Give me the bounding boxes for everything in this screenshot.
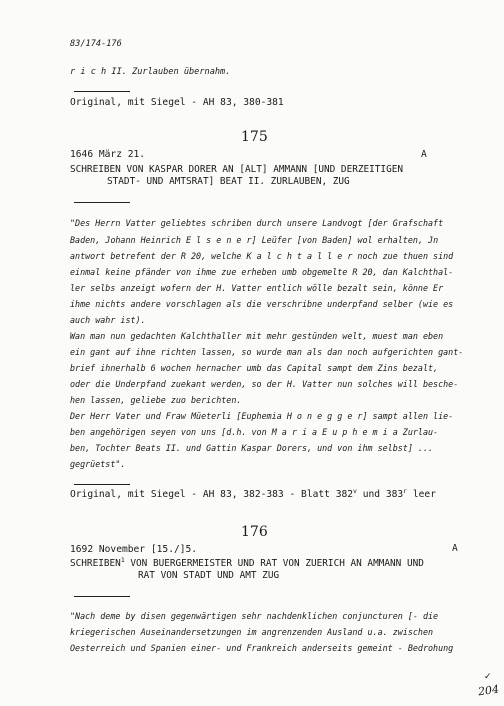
text-line: "Nach deme by disen gegenwärtigen sehr nachdenklichen conjuncturen [- die (70, 611, 439, 621)
text-line: ben angehörigen seyen von uns [d.h. von M a r i a E u p h e m i a Zurlau- (70, 427, 439, 437)
spaced-name: H o n e g g e r (286, 411, 363, 421)
divider (74, 596, 130, 597)
text-line: Oesterreich und Spanien einer- und Frankreich anderseits gemeint - Bedrohung (70, 643, 454, 653)
spaced-name: E l s e n e r (185, 235, 252, 245)
text-line: "Des Herrn Vatter geliebtes schriben durch unsere Landvogt [der Grafschaft (70, 218, 444, 228)
document-date: 1692 November [15./]5. (70, 544, 198, 555)
text-line: ler selbs anzeigt wofern der H. Vatter entlich wölle bezalt sein, könne Er (70, 283, 444, 293)
divider (74, 91, 130, 92)
text-line: brief ihnerhalb 6 wochen hernacher umb das Capital sampt dem Zins bezalt, (70, 363, 439, 373)
text-line: oder die Underpfand zuekant werden, so der H. Vatter nun solches will besche- (70, 379, 459, 389)
text-line: antwort betrefent der R 20, welche K a l c h t a l l e r noch zue thuen sind (70, 251, 454, 261)
document-title-line-1: SCHREIBEN$^1$ VON BUERGERMEISTER UND RAT VON ZUERICH AN AMMANN UND (70, 555, 424, 569)
document-number: 176 (241, 524, 268, 540)
tick-mark: ✓ (484, 672, 492, 682)
footnote-marker: 1 (120, 555, 125, 564)
spaced-name: M a r i a E u p h e m i a (271, 427, 398, 437)
document-title-line-2: RAT VON STADT UND AMT ZUG (138, 570, 280, 581)
divider (74, 202, 130, 203)
text-line: ihme nichts andere vorschlagen als die verschribne underpfand selber (wie es (70, 299, 454, 309)
preface-line: r i c h II. Zurlauben übernahm. (70, 67, 231, 77)
text-line: einmal keine pfänder von ihme zue erheben umb obgemelte R 20, dan Kalchthal- (70, 267, 454, 277)
document-letter: A (421, 149, 427, 160)
handwritten-page-mark: 204 (477, 682, 500, 699)
text-line: Der Herr Vater und Fraw Müeterli [Euphemia H o n e g g e r] sampt allen lie- (70, 411, 454, 421)
text-line: kriegerischen Auseinandersetzungen im angrenzenden Ausland u.a. zwischen (70, 627, 434, 637)
text-line: auch wahr ist). (70, 315, 146, 325)
source-note: Original, mit Siegel - AH 83, 380-381 (70, 97, 284, 108)
archive-reference: 83/174-176 (70, 39, 122, 49)
source-note: Original, mit Siegel - AH 83, 382-383 - Blatt 382$^v$ und 383$^r$ leer (70, 486, 436, 500)
text-line: ein gant auf ihne richten lassen, so wurde man als dan noch aufgerichten gant- (70, 347, 464, 357)
text-line: Wan man nun gedachten Kalchthaller mit mehr gestünden welt, muest man eben (70, 331, 444, 341)
document-title-line-2: STADT- UND AMTSRAT] BEAT II. ZURLAUBEN, ZUG (107, 176, 350, 187)
document-number: 175 (241, 129, 268, 145)
document-letter: A (452, 543, 458, 554)
document-date: 1646 März 21. (70, 149, 146, 160)
text-line: ben, Tochter Beats II. und Gattin Kaspar Dorers, und von ihm selbst] ... (70, 443, 434, 453)
text-line: hen lassen, geliebe zuo berichten. (70, 395, 242, 405)
divider (74, 484, 130, 485)
spaced-name: K a l c h t a l l e r (246, 251, 353, 261)
text-line: gegrüetst". (70, 459, 126, 469)
document-title-line-1: SCHREIBEN VON KASPAR DORER AN [ALT] AMMANN [UND DERZEITIGEN (70, 164, 404, 175)
text-line: Baden, Johann Heinrich E l s e n e r] Leüfer [von Baden] wol erhalten, Jn (70, 235, 439, 245)
